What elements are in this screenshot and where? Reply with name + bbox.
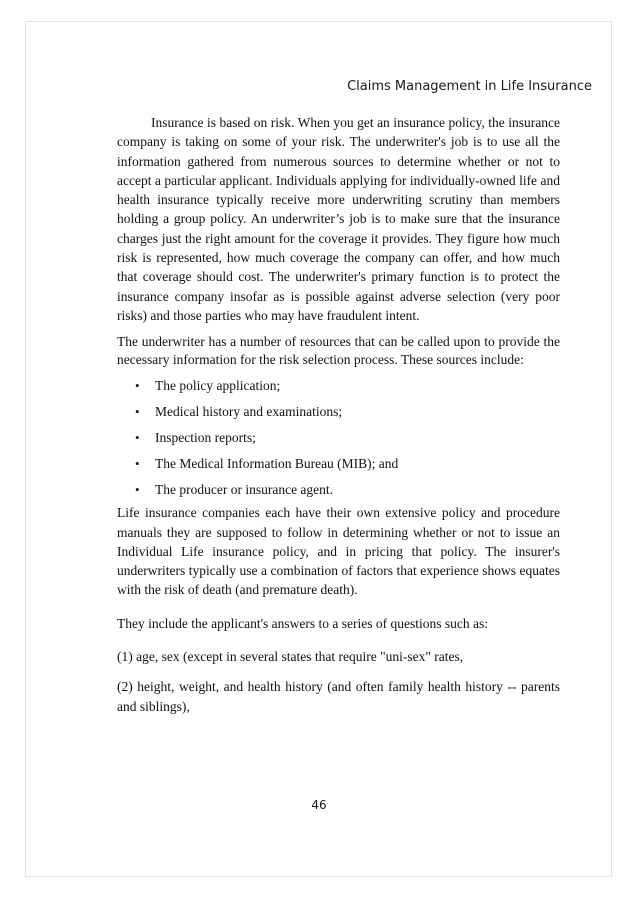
paragraph-questions: They include the applicant's answers to a series of questions such as: [117, 615, 488, 631]
bullet-icon: • [135, 378, 140, 394]
question-item-age-sex: (1) age, sex (except in several states that require "uni-sex" rates, [117, 649, 464, 665]
list-item-text: The policy application; [155, 378, 281, 394]
bullet-icon: • [135, 404, 140, 420]
list-item [117, 399, 560, 425]
list-item [117, 477, 560, 503]
page-number: 46 [311, 798, 327, 812]
resource-list [117, 373, 560, 503]
question-item-height-weight: (2) height, weight, and health history (and often family health history -- parents and siblings), [117, 679, 560, 714]
list-item [117, 451, 560, 477]
page-content [117, 113, 560, 716]
bullet-icon: • [135, 456, 140, 472]
bullet-icon: • [135, 430, 140, 446]
paragraph-intro: Insurance is based on risk. When you get an insurance policy, the insurance company is taking on some of your risk. The underwriter's job is to use all the information gathered from numerous sources to determine whether or not to accept a particular applicant. Individuals applying for individually-owned life and health insurance typically receive more underwriting scrutiny than members holding a group policy. An underwriter’s job is to make sure that the insurance charges just the right amount for the coverage it provides. They figure how much risk is represented, how much coverage the company can offer, and how much that coverage should cost. The underwriter's primary function is to protect the insurance company insofar as is possible against adverse selection (very poor risks) and those parties who may have fraudulent intent. [117, 115, 560, 323]
running-header: Claims Management in Life Insurance [347, 79, 592, 94]
paragraph-manuals: Life insurance companies each have their own extensive policy and procedure manuals they are supposed to follow in determining whether or not to issue an Individual Life insurance policy, and in pricing that policy. The insurer's underwriters typically use a combination of factors that experience shows equates with the risk of death (and premature death). [117, 505, 560, 598]
list-item [117, 373, 560, 399]
list-item-text: Inspection reports; [155, 430, 256, 446]
paragraph-resources: The underwriter has a number of resources that can be called upon to provide the necessary information for the risk selection process. These sources include: [117, 334, 560, 367]
bullet-icon: • [135, 482, 140, 498]
list-item-text: Medical history and examinations; [155, 404, 343, 420]
list-item-text: The producer or insurance agent. [155, 482, 334, 498]
list-item [117, 425, 560, 451]
list-item-text: The Medical Information Bureau (MIB); and [155, 456, 399, 472]
